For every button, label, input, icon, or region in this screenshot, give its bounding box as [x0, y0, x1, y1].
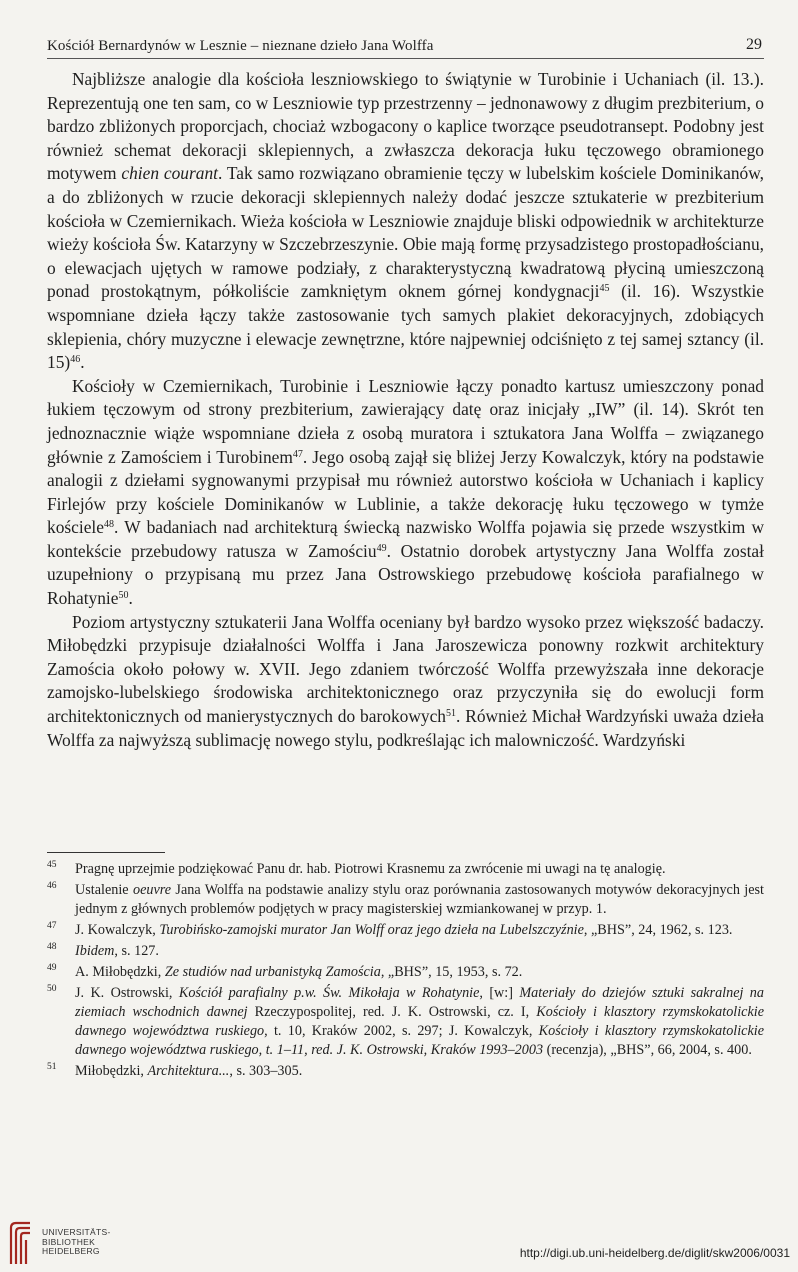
text-run: . [80, 352, 85, 373]
footnote-text: , t. 10, Kraków 2002, s. 297; J. Kowalczyk, [264, 1023, 539, 1039]
footnote-ref[interactable]: 45 [599, 283, 610, 295]
footnote [47, 1062, 764, 1081]
footnote-number: 46 [47, 881, 57, 891]
paragraph-3 [47, 611, 764, 753]
footnote-text: J. K. Ostrowski, [75, 985, 179, 1001]
footnote-ref[interactable]: 48 [103, 519, 114, 531]
footnote-number: 50 [47, 984, 57, 994]
footnote-italic: Turobińsko-zamojski murator Jan Wolff oraz jego dzieła na Lubelszczyźnie [159, 922, 584, 938]
footnote-number: 47 [47, 921, 57, 931]
logo-line: HEIDELBERG [42, 1246, 100, 1256]
text-run: . W badaniach nad architekturą świecką nazwisko Wolffa pojawia się przede wszystkim w kontekście przebudowy ratusza w Zamościu [47, 517, 764, 561]
footnote [47, 942, 764, 961]
running-title: Kościół Bernardynów w Lesznie – nieznane dzieło Jana Wolffa [47, 38, 434, 54]
footnote [47, 860, 764, 879]
text-run: . Tak samo rozwiązano obramienie tęczy w lubelskim kościele Dominikanów, a do zbliżonych w rzucie dekoracji sklepiennych należy dodać jeszcze sztukaterie w prezbiterium kościoła w Czemiernikach. Wieża kościoła w Leszniowie znajduje bliski odpowiednik w architekturze wieży kościoła Św. Katarzyny w Szczebrzeszynie. Obie mają formę przysadzistego prostopadłościanu, o elewacjach ujętych w ramowe podziały, z charakterystyczną kwadratową płyciną umieszczoną ponad prostokątnym, półkoliście zamkniętym oknem górnej kondygnacji [47, 163, 764, 302]
logo-line: BIBLIOTHEK [42, 1236, 96, 1247]
footnote [47, 963, 764, 982]
running-header [47, 36, 764, 59]
footnote-italic: Kościoły i klasztory rzymskokatolickie dawnego województwa ruskiego [75, 1004, 764, 1039]
paragraph-1 [47, 68, 764, 375]
footnote-text: Rzeczypospolitej, red. J. K. Ostrowski, cz. I, [247, 1004, 537, 1020]
footnotes [47, 860, 764, 1081]
footnote-text: , s. 127. [114, 943, 159, 959]
text-run: . Ostatnio dorobek artystyczny Jana Wolffa został uzupełniony o przypisaną mu przez Jana Ostrowskiego przebudowę kościoła parafialnego w Rohatynie [47, 540, 764, 609]
footnote-italic: Ibidem [75, 943, 115, 959]
footnote-italic: Materiały do dziejów sztuki sakralnej na ziemiach wschodnich dawnej [75, 985, 764, 1020]
footnote-text: Miłobędzki, [75, 1063, 148, 1079]
library-logo[interactable] [8, 1220, 118, 1266]
paragraph-2 [47, 375, 764, 611]
footnote-ref[interactable]: 46 [70, 354, 81, 366]
footnote-ref[interactable]: 50 [118, 590, 129, 602]
footnote-italic: Kościół parafialny p.w. Św. Mikołaja w Rohatynie [178, 985, 480, 1001]
italic-term: chien courant [121, 163, 218, 184]
footnote-text: A. Miłobędzki, [75, 964, 165, 980]
footnote-ref[interactable]: 51 [446, 708, 457, 720]
footnote-text: Pragnę uprzejmie podziękować Panu dr. hab. Piotrowi Krasnemu za zwrócenie mi uwagi na tę analogię. [75, 861, 666, 877]
footnote-number: 49 [47, 963, 57, 973]
footnote-text: Ustalenie [75, 882, 133, 898]
footnote-italic: Ze studiów nad urbanistyką Zamościa [164, 964, 381, 980]
footnote-italic: Kościoły i klasztory rzymskokatolickie dawnego województwa ruskiego, t. 1–11, red. J. K. Ostrowski, Kraków 1993–2003 [75, 1023, 765, 1058]
footnote [47, 881, 764, 919]
footnote [47, 984, 764, 1060]
footnote-text: , „BHS”, 24, 1962, s. 123. [583, 922, 733, 938]
footnote-number: 48 [47, 942, 57, 952]
footnote-divider [47, 852, 165, 853]
library-logo-icon [8, 1220, 34, 1266]
footnote-ref[interactable]: 47 [292, 448, 303, 460]
footnote-text: , s. 303–305. [229, 1063, 303, 1079]
main-text [47, 68, 764, 752]
footnote-number: 45 [47, 860, 57, 870]
library-logo-text [42, 1228, 111, 1257]
text-run: Najbliższe analogie dla kościoła leszniowskiego to świątynie w Turobinie i Uchaniach (il. 13.). Reprezentują one ten sam, co w Leszniowie typ przestrzenny – jednonawowy z długim prezbiterium, o bardzo zbliżonych proporcjach, chociaż wzbogacony o kaplice tworzące pseudotransept. Podobny jest również schemat dekoracji sklepiennych, a zwłaszcza dekoracja łuku tęczowego obramionego motywem [47, 69, 764, 184]
text-run: . [128, 588, 133, 609]
footnote-ref[interactable]: 49 [376, 542, 387, 554]
logo-line: UNIVERSITÄTS- [42, 1227, 111, 1237]
text-run: . Jego osobą zajął się bliżej Jerzy Kowalczyk, który na podstawie analogii z dziełami sygnowanymi przypisał mu również autorstwo kościoła w Uchaniach i kaplicy Firlejów przy kościele Dominikanów w Lublinie, a także dekorację łuku tęczowego w tymże kościele [47, 446, 764, 538]
footnote [47, 921, 764, 940]
footnote-number: 51 [47, 1062, 57, 1072]
footnote-text: Jana Wolffa na podstawie analizy stylu oraz porównania zastosowanych motywów dekoracyjnych jest jednym z głównych problemów podjętych w pracy magisterskiej wzmiankowanej w przyp. 1. [75, 882, 765, 917]
footnote-text: J. Kowalczyk, [75, 922, 160, 938]
text-run: Kościoły w Czemiernikach, Turobinie i Leszniowie łączy ponadto kartusz umieszczony ponad łukiem tęczowym od strony prezbiterium, zawierający datę oraz inicjały „IW” (il. 14). Skrót ten jednoznacznie wiąże wspomniane dzieła z osobą muratora i sztukatora Jana Wolffa – związanego głównie z Zamościem i Turobinem [47, 375, 764, 467]
text-run: . Również Michał Wardzyński uważa dzieła Wolffa za najwyższą sublimację nowego stylu, podkreślając ich malowniczość. Wardzyński [47, 706, 764, 750]
source-url[interactable]: http://digi.ub.uni-heidelberg.de/diglit/skw2006/0031 [519, 1246, 790, 1260]
page-number: 29 [746, 36, 762, 53]
footnote-text: , [w:] [479, 985, 520, 1001]
text-run: (il. 16). Wszystkie wspomniane dzieła łączy także zastosowanie tych samych plakiet dekoracyjnych, zdobiących sklepienia, chóry muzyczne i elewacje zewnętrzne, które najpewniej odciśnięto z tej samej sztancy (il. 15) [47, 281, 764, 373]
footnote-text: (recenzja), „BHS”, 66, 2004, s. 400. [543, 1042, 752, 1058]
footnote-text: , „BHS”, 15, 1953, s. 72. [380, 964, 523, 980]
footnote-italic: Architektura... [147, 1063, 230, 1079]
footnote-italic: oeuvre [132, 882, 172, 898]
text-run: Poziom artystyczny sztukaterii Jana Wolffa oceniany był bardzo wysoko przez większość badaczy. Miłobędzki przypisuje działalności Wolffa i Jana Jaroszewicza ponowny rozkwit architektury Zamościa około połowy w. XVII. Jego zdaniem twórczość Wolffa przewyższała inne dekoracje zamojsko-lubelskiego środowiska architektonicznego oraz przyczyniła się do ewolucji form architektonicznych od manierystycznych do barokowych [47, 611, 764, 727]
